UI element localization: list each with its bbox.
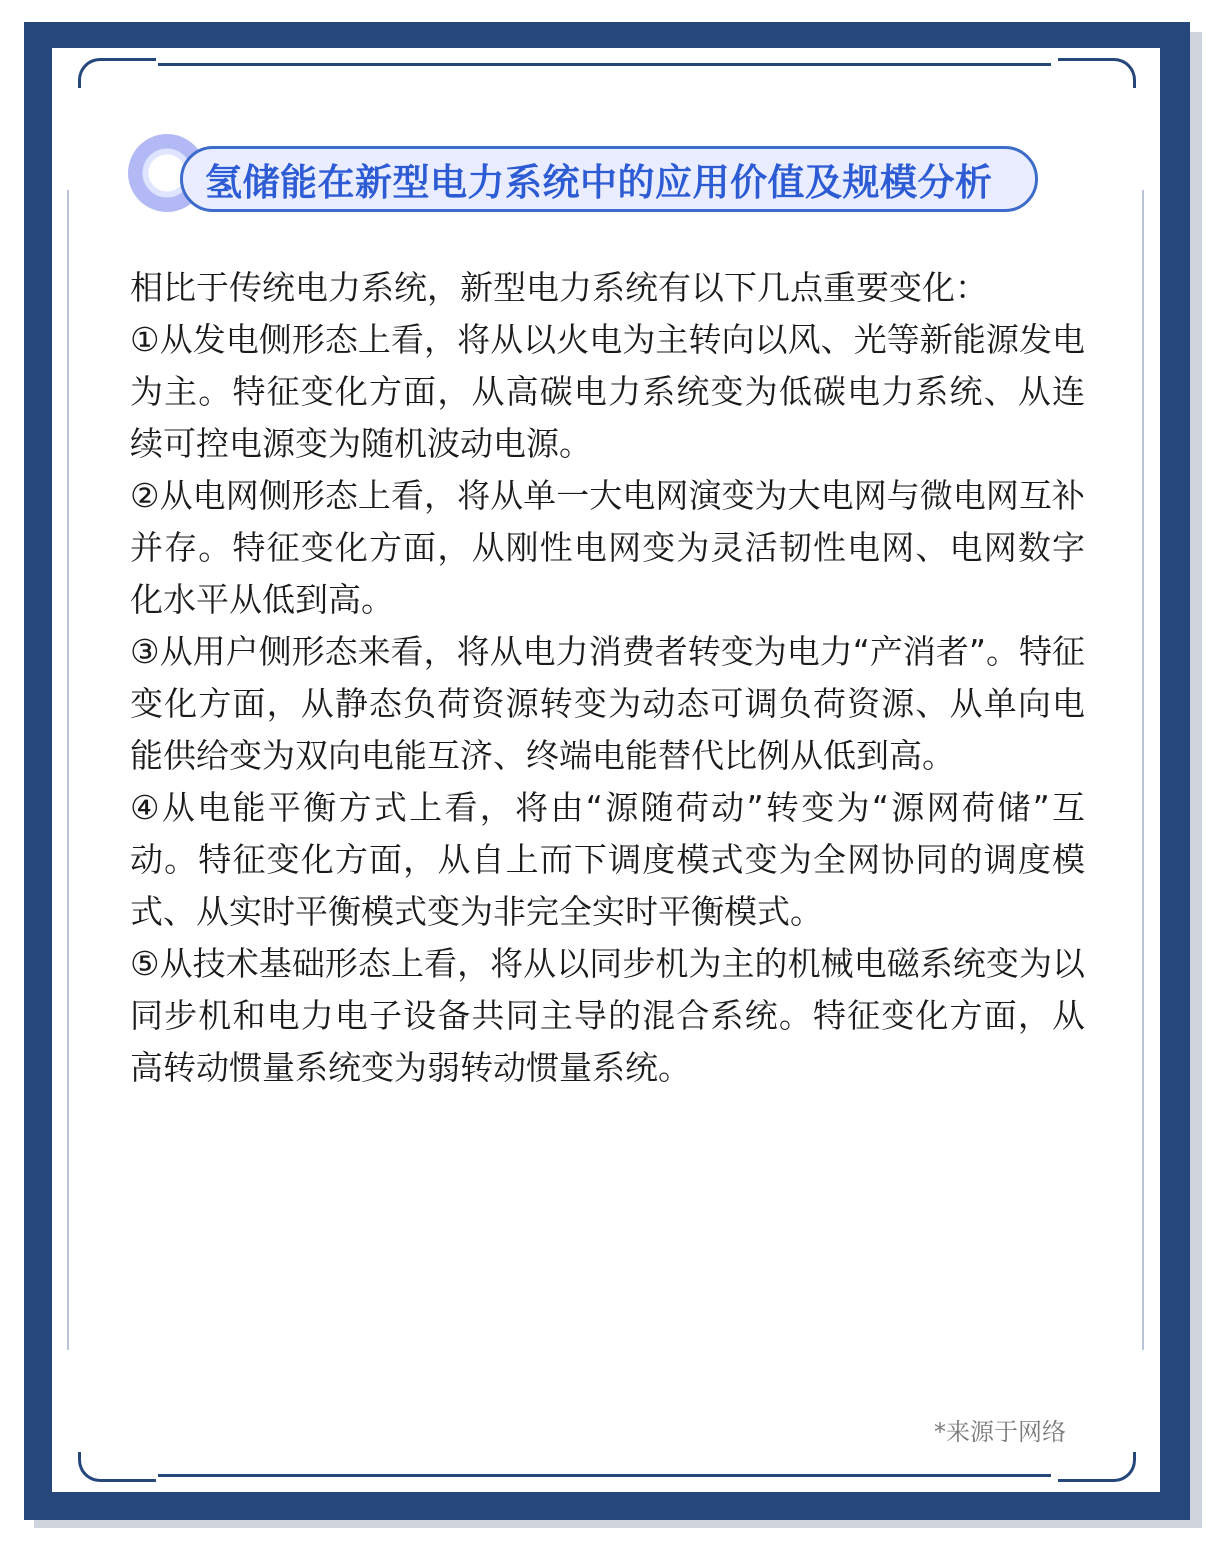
- right-rule: [1142, 190, 1144, 1350]
- point-1: ①从发电侧形态上看，将从以火电为主转向以风、光等新能源发电为主。特征变化方面，从高碳电力系统变为低碳电力系统、从连续可控电源变为随机波动电源。: [130, 320, 1085, 463]
- intro-paragraph: 相比于传统电力系统，新型电力系统有以下几点重要变化：: [130, 268, 988, 307]
- top-rule: [158, 63, 1051, 66]
- article-body: [130, 262, 1085, 1094]
- corner-ornament-top-right: [1058, 58, 1136, 88]
- title-banner: [128, 132, 1048, 222]
- corner-ornament-top-left: [78, 58, 156, 88]
- page-title: 氢储能在新型电力系统中的应用价值及规模分析: [205, 161, 993, 204]
- title-pill: [180, 146, 1038, 212]
- left-rule: [67, 190, 69, 1350]
- point-5: ⑤从技术基础形态上看，将从以同步机为主的机械电磁系统变为以同步机和电力电子设备共同主导的混合系统。特征变化方面，从高转动惯量系统变为弱转动惯量系统。: [130, 944, 1085, 1087]
- point-4: ④从电能平衡方式上看，将由“源随荷动”转变为“源网荷储”互动。特征变化方面，从自上而下调度模式变为全网协同的调度模式、从实时平衡模式变为非完全实时平衡模式。: [130, 788, 1085, 931]
- bottom-rule: [158, 1474, 1051, 1477]
- corner-ornament-bottom-left: [78, 1452, 156, 1482]
- corner-ornament-bottom-right: [1058, 1452, 1136, 1482]
- point-3: ③从用户侧形态来看，将从电力消费者转变为电力“产消者”。特征变化方面，从静态负荷资源转变为动态可调负荷资源、从单向电能供给变为双向电能互济、终端电能替代比例从低到高。: [130, 632, 1085, 775]
- point-2: ②从电网侧形态上看，将从单一大电网演变为大电网与微电网互补并存。特征变化方面，从刚性电网变为灵活韧性电网、电网数字化水平从低到高。: [130, 476, 1085, 619]
- source-note: *来源于网络: [934, 1418, 1066, 1446]
